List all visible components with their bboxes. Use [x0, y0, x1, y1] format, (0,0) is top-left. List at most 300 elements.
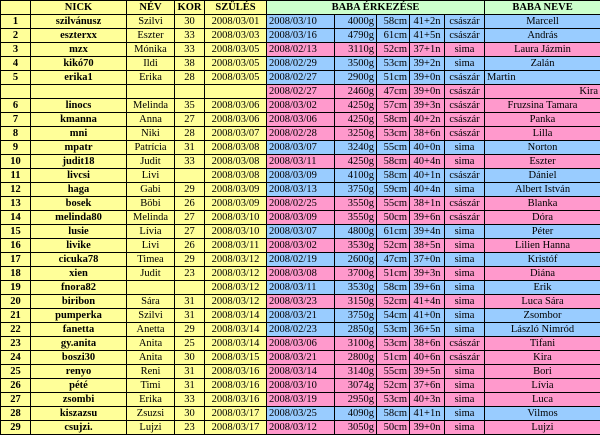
table-row — [1, 295, 600, 309]
cell-szul: 2008/03/08 — [205, 141, 267, 155]
cell-mode: sima — [445, 295, 485, 309]
cell-num: 1 — [1, 15, 31, 29]
cell-szul: 2008/03/15 — [205, 351, 267, 365]
cell-szul: 2008/03/16 — [205, 393, 267, 407]
cell-nev — [127, 85, 175, 99]
cell-len: 59cm — [377, 183, 410, 197]
cell-len: 61cm — [377, 225, 410, 239]
cell-num: 24 — [1, 351, 31, 365]
cell-date: 2008/02/19 — [267, 253, 335, 267]
cell-mode: sima — [445, 239, 485, 253]
cell-num: 4 — [1, 57, 31, 71]
cell-date: 2008/02/29 — [267, 57, 335, 71]
cell-num: 16 — [1, 239, 31, 253]
cell-name: Martin — [485, 71, 600, 85]
cell-name: Erik — [485, 281, 600, 295]
cell-name: Vilmos — [485, 407, 600, 421]
table-row — [1, 57, 600, 71]
cell-weight: 4800g — [335, 225, 377, 239]
cell-weight: 3530g — [335, 281, 377, 295]
cell-kor: 25 — [175, 337, 205, 351]
cell-week: 39+6n — [410, 281, 445, 295]
cell-nick: mpatr — [31, 141, 127, 155]
cell-nev: Melinda — [127, 211, 175, 225]
cell-num: 26 — [1, 379, 31, 393]
cell-week: 38+6n — [410, 337, 445, 351]
cell-week: 41+4n — [410, 295, 445, 309]
cell-name: Kristóf — [485, 253, 600, 267]
cell-nev: Zsuzsi — [127, 407, 175, 421]
cell-len: 52cm — [377, 43, 410, 57]
cell-szul: 2008/03/06 — [205, 113, 267, 127]
cell-kor: 31 — [175, 295, 205, 309]
cell-nick: zsombi — [31, 393, 127, 407]
cell-len: 58cm — [377, 15, 410, 29]
cell-name: Eszter — [485, 155, 600, 169]
cell-szul: 2008/03/17 — [205, 407, 267, 421]
cell-szul: 2008/03/08 — [205, 155, 267, 169]
cell-mode: sima — [445, 379, 485, 393]
cell-mode: császár — [445, 99, 485, 113]
cell-kor — [175, 169, 205, 183]
cell-date: 2008/03/13 — [267, 183, 335, 197]
cell-nick: judit18 — [31, 155, 127, 169]
table-row — [1, 155, 600, 169]
cell-kor: 33 — [175, 29, 205, 43]
cell-num — [1, 85, 31, 99]
cell-len: 50cm — [377, 211, 410, 225]
cell-nick: boszi30 — [31, 351, 127, 365]
cell-nick: renyo — [31, 365, 127, 379]
cell-weight: 3750g — [335, 183, 377, 197]
header-nev: NÉV — [127, 1, 175, 15]
cell-date: 2008/02/13 — [267, 43, 335, 57]
cell-kor: 29 — [175, 253, 205, 267]
cell-nev: Erika — [127, 393, 175, 407]
cell-nev: Timea — [127, 253, 175, 267]
cell-len: 53cm — [377, 337, 410, 351]
cell-weight: 3700g — [335, 267, 377, 281]
header-row — [1, 1, 600, 15]
cell-len: 61cm — [377, 29, 410, 43]
cell-weight: 3100g — [335, 337, 377, 351]
cell-mode: sima — [445, 267, 485, 281]
cell-weight: 2600g — [335, 253, 377, 267]
cell-mode: sima — [445, 225, 485, 239]
cell-mode: császár — [445, 169, 485, 183]
cell-len: 53cm — [377, 393, 410, 407]
cell-week: 41+5n — [410, 29, 445, 43]
cell-len: 58cm — [377, 155, 410, 169]
cell-nev: Erika — [127, 71, 175, 85]
table-row — [1, 225, 600, 239]
header-num — [1, 1, 31, 15]
cell-nev: Lujzi — [127, 421, 175, 435]
cell-weight: 3050g — [335, 421, 377, 435]
table-row — [1, 211, 600, 225]
cell-szul: 2008/03/07 — [205, 127, 267, 141]
cell-weight: 3140g — [335, 365, 377, 379]
cell-nick — [31, 85, 127, 99]
cell-len: 50cm — [377, 421, 410, 435]
cell-num: 12 — [1, 183, 31, 197]
cell-nev: Szilvi — [127, 15, 175, 29]
cell-nick: livcsi — [31, 169, 127, 183]
cell-kor: 38 — [175, 57, 205, 71]
cell-szul: 2008/03/14 — [205, 337, 267, 351]
cell-num: 9 — [1, 141, 31, 155]
cell-week: 40+3n — [410, 393, 445, 407]
table-row — [1, 99, 600, 113]
cell-date: 2008/03/09 — [267, 211, 335, 225]
cell-weight: 4100g — [335, 169, 377, 183]
cell-len: 53cm — [377, 57, 410, 71]
cell-len: 53cm — [377, 323, 410, 337]
cell-name: Laura Jázmin — [485, 43, 600, 57]
cell-week: 38+6n — [410, 127, 445, 141]
cell-nick: bosek — [31, 197, 127, 211]
header-kor: KOR — [175, 1, 205, 15]
cell-szul: 2008/03/06 — [205, 99, 267, 113]
cell-week: 36+5n — [410, 323, 445, 337]
cell-week: 39+0n — [410, 421, 445, 435]
cell-kor: 30 — [175, 15, 205, 29]
table-row — [1, 379, 600, 393]
cell-nick: csujzi. — [31, 421, 127, 435]
cell-kor: 30 — [175, 351, 205, 365]
cell-mode: sima — [445, 183, 485, 197]
cell-kor: 23 — [175, 267, 205, 281]
cell-nick: mni — [31, 127, 127, 141]
cell-nev — [127, 281, 175, 295]
cell-date: 2008/03/23 — [267, 295, 335, 309]
table-row — [1, 421, 600, 435]
cell-mode: császár — [445, 85, 485, 99]
cell-name: Albert István — [485, 183, 600, 197]
cell-szul: 2008/03/05 — [205, 71, 267, 85]
cell-name: Lilien Hanna — [485, 239, 600, 253]
cell-weight: 3550g — [335, 197, 377, 211]
cell-name: Tifani — [485, 337, 600, 351]
cell-kor: 29 — [175, 323, 205, 337]
cell-len: 55cm — [377, 365, 410, 379]
cell-week: 39+5n — [410, 365, 445, 379]
cell-nev: Lívia — [127, 225, 175, 239]
cell-date: 2008/03/25 — [267, 407, 335, 421]
cell-szul: 2008/03/01 — [205, 15, 267, 29]
cell-date: 2008/03/21 — [267, 351, 335, 365]
table-row — [1, 127, 600, 141]
cell-num: 23 — [1, 337, 31, 351]
table-row — [1, 197, 600, 211]
cell-nev: Mónika — [127, 43, 175, 57]
cell-len: 55cm — [377, 141, 410, 155]
table-row — [1, 337, 600, 351]
cell-nick: pété — [31, 379, 127, 393]
table-row — [1, 15, 600, 29]
cell-nick: melinda80 — [31, 211, 127, 225]
header-baba-neve: BABA NEVE — [485, 1, 600, 15]
table-row — [1, 169, 600, 183]
cell-kor: 33 — [175, 393, 205, 407]
cell-date: 2008/03/11 — [267, 281, 335, 295]
cell-nick: kikó70 — [31, 57, 127, 71]
cell-szul: 2008/03/14 — [205, 323, 267, 337]
cell-kor: 33 — [175, 155, 205, 169]
cell-mode: császár — [445, 337, 485, 351]
cell-name: László Nimród — [485, 323, 600, 337]
table-row — [1, 43, 600, 57]
cell-nev: Anna — [127, 113, 175, 127]
cell-week: 40+6n — [410, 351, 445, 365]
cell-week: 37+0n — [410, 253, 445, 267]
cell-kor: 31 — [175, 309, 205, 323]
cell-nev: Böbi — [127, 197, 175, 211]
cell-name: Zsombor — [485, 309, 600, 323]
cell-num: 22 — [1, 323, 31, 337]
cell-nick: eszterxx — [31, 29, 127, 43]
cell-name: Fruzsina Tamara — [485, 99, 600, 113]
cell-mode: sima — [445, 421, 485, 435]
cell-name: Norton — [485, 141, 600, 155]
cell-szul: 2008/03/11 — [205, 239, 267, 253]
cell-name: Bori — [485, 365, 600, 379]
cell-mode: sima — [445, 365, 485, 379]
table-row — [1, 407, 600, 421]
cell-date: 2008/03/02 — [267, 239, 335, 253]
table-row — [1, 141, 600, 155]
cell-num: 13 — [1, 197, 31, 211]
table-row — [1, 239, 600, 253]
cell-kor: 28 — [175, 71, 205, 85]
cell-date: 2008/03/06 — [267, 113, 335, 127]
table-row — [1, 281, 600, 295]
cell-nick: erika1 — [31, 71, 127, 85]
cell-date: 2008/03/21 — [267, 309, 335, 323]
cell-nick: linocs — [31, 99, 127, 113]
cell-szul — [205, 85, 267, 99]
cell-nick: livike — [31, 239, 127, 253]
cell-nev: Anita — [127, 351, 175, 365]
cell-mode: sima — [445, 309, 485, 323]
cell-kor: 27 — [175, 225, 205, 239]
table-row — [1, 183, 600, 197]
cell-mode: sima — [445, 253, 485, 267]
cell-nev: Anetta — [127, 323, 175, 337]
cell-szul: 2008/03/05 — [205, 43, 267, 57]
cell-weight: 2850g — [335, 323, 377, 337]
cell-week: 40+0n — [410, 141, 445, 155]
header-szules: SZÜLÉS — [205, 1, 267, 15]
cell-nick: xien — [31, 267, 127, 281]
cell-num: 25 — [1, 365, 31, 379]
cell-len: 52cm — [377, 379, 410, 393]
cell-name: Luca Sára — [485, 295, 600, 309]
cell-date: 2008/03/10 — [267, 15, 335, 29]
cell-szul: 2008/03/12 — [205, 267, 267, 281]
cell-nick: gy.anita — [31, 337, 127, 351]
cell-nick: kiszazsu — [31, 407, 127, 421]
cell-nev: Anita — [127, 337, 175, 351]
cell-nick: haga — [31, 183, 127, 197]
cell-weight: 4790g — [335, 29, 377, 43]
cell-mode: császár — [445, 71, 485, 85]
cell-name: Dániel — [485, 169, 600, 183]
cell-len: 58cm — [377, 169, 410, 183]
cell-len: 51cm — [377, 351, 410, 365]
cell-name: Lujzi — [485, 421, 600, 435]
cell-kor: 30 — [175, 407, 205, 421]
cell-name: Kira — [485, 351, 600, 365]
cell-len: 58cm — [377, 281, 410, 295]
cell-num: 14 — [1, 211, 31, 225]
cell-week: 41+1n — [410, 407, 445, 421]
cell-date: 2008/03/02 — [267, 99, 335, 113]
cell-num: 6 — [1, 99, 31, 113]
cell-week: 41+2n — [410, 15, 445, 29]
cell-len: 58cm — [377, 407, 410, 421]
cell-week: 40+4n — [410, 183, 445, 197]
cell-szul: 2008/03/14 — [205, 309, 267, 323]
cell-week: 38+5n — [410, 239, 445, 253]
cell-num: 18 — [1, 267, 31, 281]
cell-weight: 2460g — [335, 85, 377, 99]
cell-weight: 3250g — [335, 127, 377, 141]
cell-kor: 27 — [175, 211, 205, 225]
cell-weight: 4250g — [335, 155, 377, 169]
cell-nev: Sára — [127, 295, 175, 309]
cell-week: 37+1n — [410, 43, 445, 57]
cell-szul: 2008/03/09 — [205, 197, 267, 211]
cell-kor: 33 — [175, 43, 205, 57]
cell-mode: sima — [445, 281, 485, 295]
cell-week: 39+3n — [410, 99, 445, 113]
cell-nev: Gabi — [127, 183, 175, 197]
cell-week: 39+3n — [410, 267, 445, 281]
cell-week: 40+2n — [410, 113, 445, 127]
cell-len: 52cm — [377, 295, 410, 309]
cell-date: 2008/03/12 — [267, 421, 335, 435]
cell-szul: 2008/03/03 — [205, 29, 267, 43]
cell-nev: Reni — [127, 365, 175, 379]
cell-weight: 3110g — [335, 43, 377, 57]
cell-weight: 4250g — [335, 99, 377, 113]
cell-mode: sima — [445, 393, 485, 407]
cell-nick: pumperka — [31, 309, 127, 323]
cell-kor: 23 — [175, 421, 205, 435]
cell-mode: sima — [445, 407, 485, 421]
cell-num: 20 — [1, 295, 31, 309]
cell-name: Luca — [485, 393, 600, 407]
cell-date: 2008/03/08 — [267, 267, 335, 281]
cell-len: 53cm — [377, 127, 410, 141]
cell-week: 39+4n — [410, 225, 445, 239]
cell-week: 39+2n — [410, 57, 445, 71]
cell-date: 2008/03/11 — [267, 155, 335, 169]
cell-szul: 2008/03/12 — [205, 281, 267, 295]
cell-num: 8 — [1, 127, 31, 141]
cell-mode: császár — [445, 15, 485, 29]
cell-name: Dóra — [485, 211, 600, 225]
table-row — [1, 71, 600, 85]
cell-name: András — [485, 29, 600, 43]
cell-len: 47cm — [377, 253, 410, 267]
cell-len: 57cm — [377, 99, 410, 113]
cell-weight: 2900g — [335, 71, 377, 85]
cell-nev: Judit — [127, 267, 175, 281]
cell-num: 21 — [1, 309, 31, 323]
cell-weight: 2950g — [335, 393, 377, 407]
cell-szul: 2008/03/10 — [205, 211, 267, 225]
cell-date: 2008/02/25 — [267, 197, 335, 211]
cell-date: 2008/03/07 — [267, 141, 335, 155]
cell-weight: 3500g — [335, 57, 377, 71]
table-row — [1, 85, 600, 99]
cell-nev: Livi — [127, 239, 175, 253]
table-body — [1, 15, 600, 435]
cell-nick: cicuka78 — [31, 253, 127, 267]
cell-num: 2 — [1, 29, 31, 43]
cell-weight: 3150g — [335, 295, 377, 309]
header-nick: NICK — [31, 1, 127, 15]
cell-name: Blanka — [485, 197, 600, 211]
cell-len: 51cm — [377, 71, 410, 85]
cell-name: Zalán — [485, 57, 600, 71]
cell-szul: 2008/03/16 — [205, 365, 267, 379]
table-row — [1, 29, 600, 43]
cell-date: 2008/02/28 — [267, 127, 335, 141]
cell-mode: császár — [445, 113, 485, 127]
cell-kor: 31 — [175, 379, 205, 393]
cell-date: 2008/03/07 — [267, 225, 335, 239]
table-row — [1, 267, 600, 281]
cell-szul: 2008/03/12 — [205, 295, 267, 309]
table-row — [1, 253, 600, 267]
cell-len: 51cm — [377, 267, 410, 281]
cell-szul: 2008/03/10 — [205, 225, 267, 239]
cell-num: 11 — [1, 169, 31, 183]
cell-weight: 3550g — [335, 211, 377, 225]
cell-nev: Timi — [127, 379, 175, 393]
cell-kor: 31 — [175, 365, 205, 379]
table-row — [1, 323, 600, 337]
cell-date: 2008/03/16 — [267, 29, 335, 43]
cell-week: 40+1n — [410, 169, 445, 183]
cell-week: 40+4n — [410, 155, 445, 169]
cell-num: 5 — [1, 71, 31, 85]
cell-nick: fnora82 — [31, 281, 127, 295]
header-baba-erkezese: BABA ÉRKEZÉSE — [267, 1, 485, 15]
cell-szul: 2008/03/12 — [205, 253, 267, 267]
cell-date: 2008/03/14 — [267, 365, 335, 379]
cell-mode: császár — [445, 29, 485, 43]
cell-name: Marcell — [485, 15, 600, 29]
cell-date: 2008/03/09 — [267, 169, 335, 183]
table-row — [1, 393, 600, 407]
cell-szul: 2008/03/09 — [205, 183, 267, 197]
cell-kor — [175, 281, 205, 295]
cell-weight: 2800g — [335, 351, 377, 365]
cell-kor: 26 — [175, 197, 205, 211]
cell-week: 38+1n — [410, 197, 445, 211]
cell-kor: 28 — [175, 127, 205, 141]
cell-mode: császár — [445, 351, 485, 365]
cell-week: 39+6n — [410, 211, 445, 225]
cell-szul: 2008/03/16 — [205, 379, 267, 393]
cell-nev: Livi — [127, 169, 175, 183]
cell-nick: fanetta — [31, 323, 127, 337]
cell-mode: sima — [445, 323, 485, 337]
